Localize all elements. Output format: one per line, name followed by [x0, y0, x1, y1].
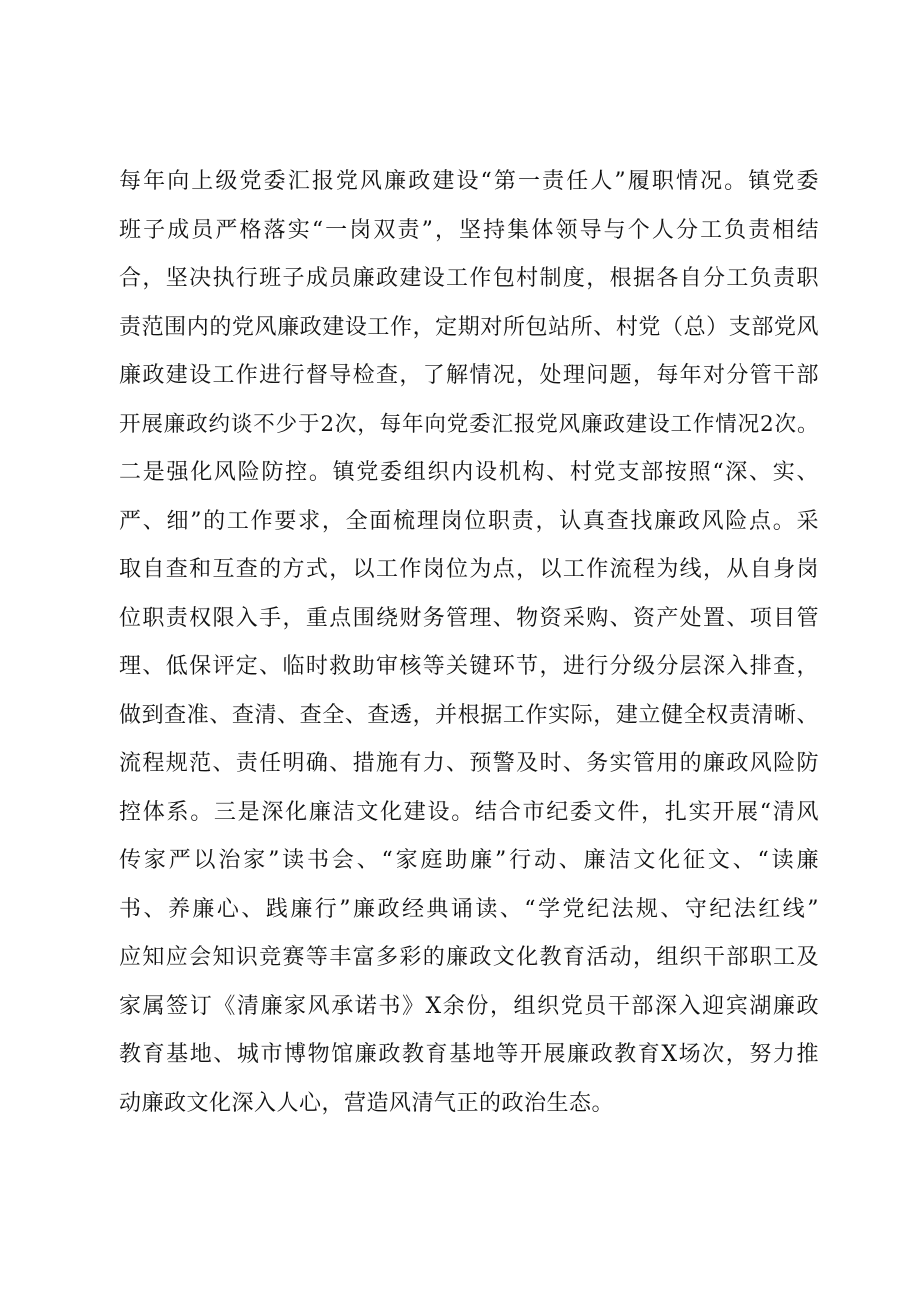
text-line: 每年向上级党委汇报党风廉政建设“第一责任人”履职情况。镇党委	[119, 169, 819, 194]
text-line: 理、低保评定、临时救助审核等关键环节，进行分级分层深入排查，	[119, 654, 819, 679]
text-line: 严、细”的工作要求，全面梳理岗位职责，认真查找廉政风险点。采	[119, 508, 819, 534]
text-line: 做到查准、查清、查全、查透，并根据工作实际，建立健全权责清晰、	[119, 702, 819, 728]
text-line: 控体系。三是深化廉洁文化建设。结合市纪委文件，扎实开展“清风	[119, 799, 819, 825]
text-line: 书、养廉心、践廉行”廉政经典诵读、“学党纪法规、守纪法红线”	[119, 896, 819, 922]
text-line: 二是强化风险防控。镇党委组织内设机构、村党支部按照“深、实、	[119, 460, 819, 485]
text-line: 开展廉政约谈不少于2次，每年向党委汇报党风廉政建设工作情况2次。	[119, 411, 819, 437]
text-line: 合，坚决执行班子成员廉政建设工作包村制度，根据各自分工负责职	[119, 266, 819, 291]
text-line: 取自查和互查的方式，以工作岗位为点，以工作流程为线，从自身岗	[119, 557, 819, 582]
text-line: 家属签订《清廉家风承诺书》X余份，组织党员干部深入迎宾湖廉政	[119, 993, 819, 1019]
body-paragraph	[119, 158, 819, 1128]
text-line: 应知应会知识竞赛等丰富多彩的廉政文化教育活动，组织干部职工及	[119, 945, 819, 970]
text-line: 班子成员严格落实“一岗双责”，坚持集体领导与个人分工负责相结	[119, 217, 819, 243]
text-line: 责范围内的党风廉政建设工作，定期对所包站所、村党（总）支部党风	[119, 314, 819, 340]
text-line: 流程规范、责任明确、措施有力、预警及时、务实管用的廉政风险防	[119, 751, 819, 776]
text-line: 教育基地、城市博物馆廉政教育基地等开展廉政教育X场次，努力推	[119, 1042, 819, 1067]
text-line: 位职责权限入手，重点围绕财务管理、物资采购、资产处置、项目管	[119, 605, 819, 631]
text-line: 动廉政文化深入人心，营造风清气正的政治生态。	[119, 1090, 615, 1116]
text-line: 廉政建设工作进行督导检查，了解情况，处理问题，每年对分管干部	[119, 363, 819, 388]
text-line: 传家严以治家”读书会、“家庭助廉”行动、廉洁文化征文、“读廉	[119, 848, 819, 873]
